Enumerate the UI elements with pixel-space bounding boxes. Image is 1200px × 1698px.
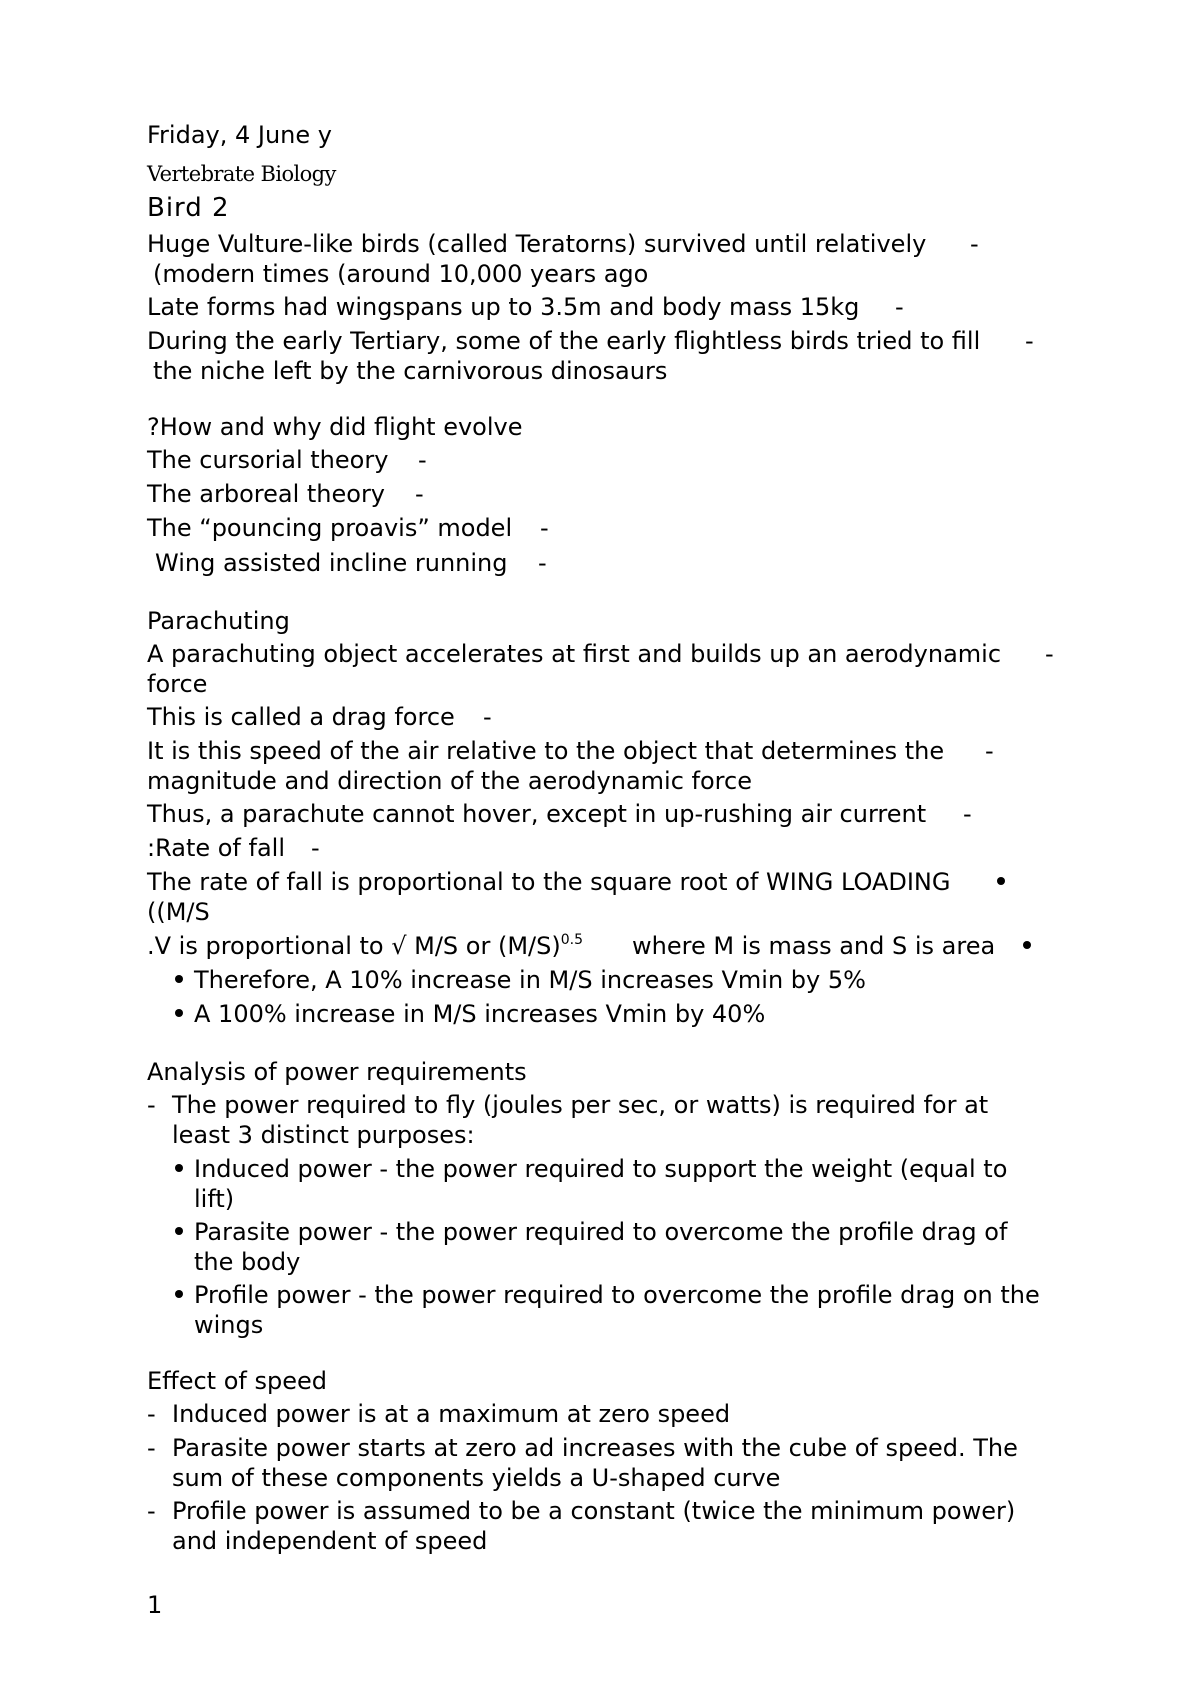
intro-line: Huge Vulture-like birds (called Teratorns) survived until relatively: [147, 230, 927, 258]
theory-item: Wing assisted incline running: [155, 549, 508, 577]
bullet-item: the body: [194, 1248, 301, 1276]
bullet-item: Parasite power - the power required to overcome the profile drag of: [194, 1218, 1008, 1246]
bullet-item: Therefore, A 10% increase in M/S increases Vmin by 5%: [194, 966, 866, 994]
intro-line: the niche left by the carnivorous dinosaurs: [153, 357, 668, 385]
dash-marker: -: [418, 446, 427, 474]
bullet-dot: [1023, 941, 1031, 949]
dash-marker: -: [895, 293, 904, 321]
dash-marker: -: [415, 480, 424, 508]
dash-marker: -: [1025, 327, 1034, 355]
section-heading: Parachuting: [147, 607, 290, 635]
dash-marker: -: [963, 800, 972, 828]
bullet-dot: [997, 877, 1005, 885]
formula-prefix: .V is proportional to √ M/S or (M/S): [147, 932, 561, 960]
dash-marker: -: [147, 1497, 156, 1525]
formula-exponent: 0.5: [560, 932, 583, 948]
bullet-dot: [175, 1290, 183, 1298]
page-title: Bird 2: [147, 193, 230, 223]
parachuting-line: force: [147, 670, 208, 698]
bullet-item: Profile power - the power required to overcome the profile drag on the: [194, 1281, 1040, 1309]
theory-item: The arboreal theory: [147, 480, 386, 508]
dash-marker: -: [540, 514, 549, 542]
intro-line: Late forms had wingspans up to 3.5m and body mass 15kg: [147, 293, 860, 321]
course-title: Vertebrate Biology: [147, 162, 336, 186]
bullet-item: wings: [194, 1311, 264, 1339]
speed-item: sum of these components yields a U-shaped curve: [172, 1464, 781, 1492]
speed-item: Profile power is assumed to be a constant (twice the minimum power): [172, 1497, 1016, 1525]
intro-line: During the early Tertiary, some of the early flightless birds tried to fill: [147, 327, 981, 355]
parachuting-line: ((M/S: [147, 898, 210, 926]
dash-marker: -: [147, 1091, 156, 1119]
parachuting-line: This is called a drag force: [147, 703, 455, 731]
dash-marker: -: [985, 737, 994, 765]
parachuting-line: Thus, a parachute cannot hover, except in up-rushing air current: [147, 800, 927, 828]
parachuting-line: :Rate of fall: [147, 834, 285, 862]
bullet-item: Induced power - the power required to support the weight (equal to: [194, 1155, 1008, 1183]
dash-marker: -: [970, 230, 979, 258]
theory-item: The “pouncing proavis” model: [147, 514, 513, 542]
dash-marker: -: [147, 1400, 156, 1428]
page-number: 1: [147, 1591, 163, 1619]
dash-marker: -: [1045, 640, 1054, 668]
bullet-item: A 100% increase in M/S increases Vmin by 40%: [194, 1000, 766, 1028]
section-heading: Analysis of power requirements: [147, 1058, 527, 1086]
section-heading: Effect of speed: [147, 1367, 327, 1395]
dash-marker: -: [147, 1434, 156, 1462]
theory-item: The cursorial theory: [147, 446, 389, 474]
power-intro: The power required to fly (joules per sec, or watts) is required for at: [172, 1091, 989, 1119]
dash-marker: -: [311, 834, 320, 862]
bullet-dot: [175, 1009, 183, 1017]
bullet-dot: [175, 975, 183, 983]
intro-line: (modern times (around 10,000 years ago: [153, 260, 649, 288]
formula-suffix: where M is mass and S is area: [632, 932, 996, 960]
parachuting-line: It is this speed of the air relative to the object that determines the: [147, 737, 945, 765]
dash-marker: -: [538, 549, 547, 577]
flight-question: ?How and why did flight evolve: [147, 413, 523, 441]
dash-marker: -: [483, 703, 492, 731]
bullet-dot: [175, 1227, 183, 1235]
speed-item: Induced power is at a maximum at zero speed: [172, 1400, 731, 1428]
formula-line: [147, 932, 583, 961]
parachuting-line: A parachuting object accelerates at first and builds up an aerodynamic: [147, 640, 1002, 668]
bullet-dot: [175, 1164, 183, 1172]
speed-item: and independent of speed: [172, 1527, 488, 1555]
parachuting-line: The rate of fall is proportional to the square root of WING LOADING: [147, 868, 951, 896]
parachuting-line: magnitude and direction of the aerodynamic force: [147, 767, 752, 795]
speed-item: Parasite power starts at zero ad increases with the cube of speed. The: [172, 1434, 1018, 1462]
bullet-item: lift): [194, 1185, 235, 1213]
power-intro: least 3 distinct purposes:: [172, 1121, 475, 1149]
date-line: Friday, 4 June y: [147, 121, 332, 149]
